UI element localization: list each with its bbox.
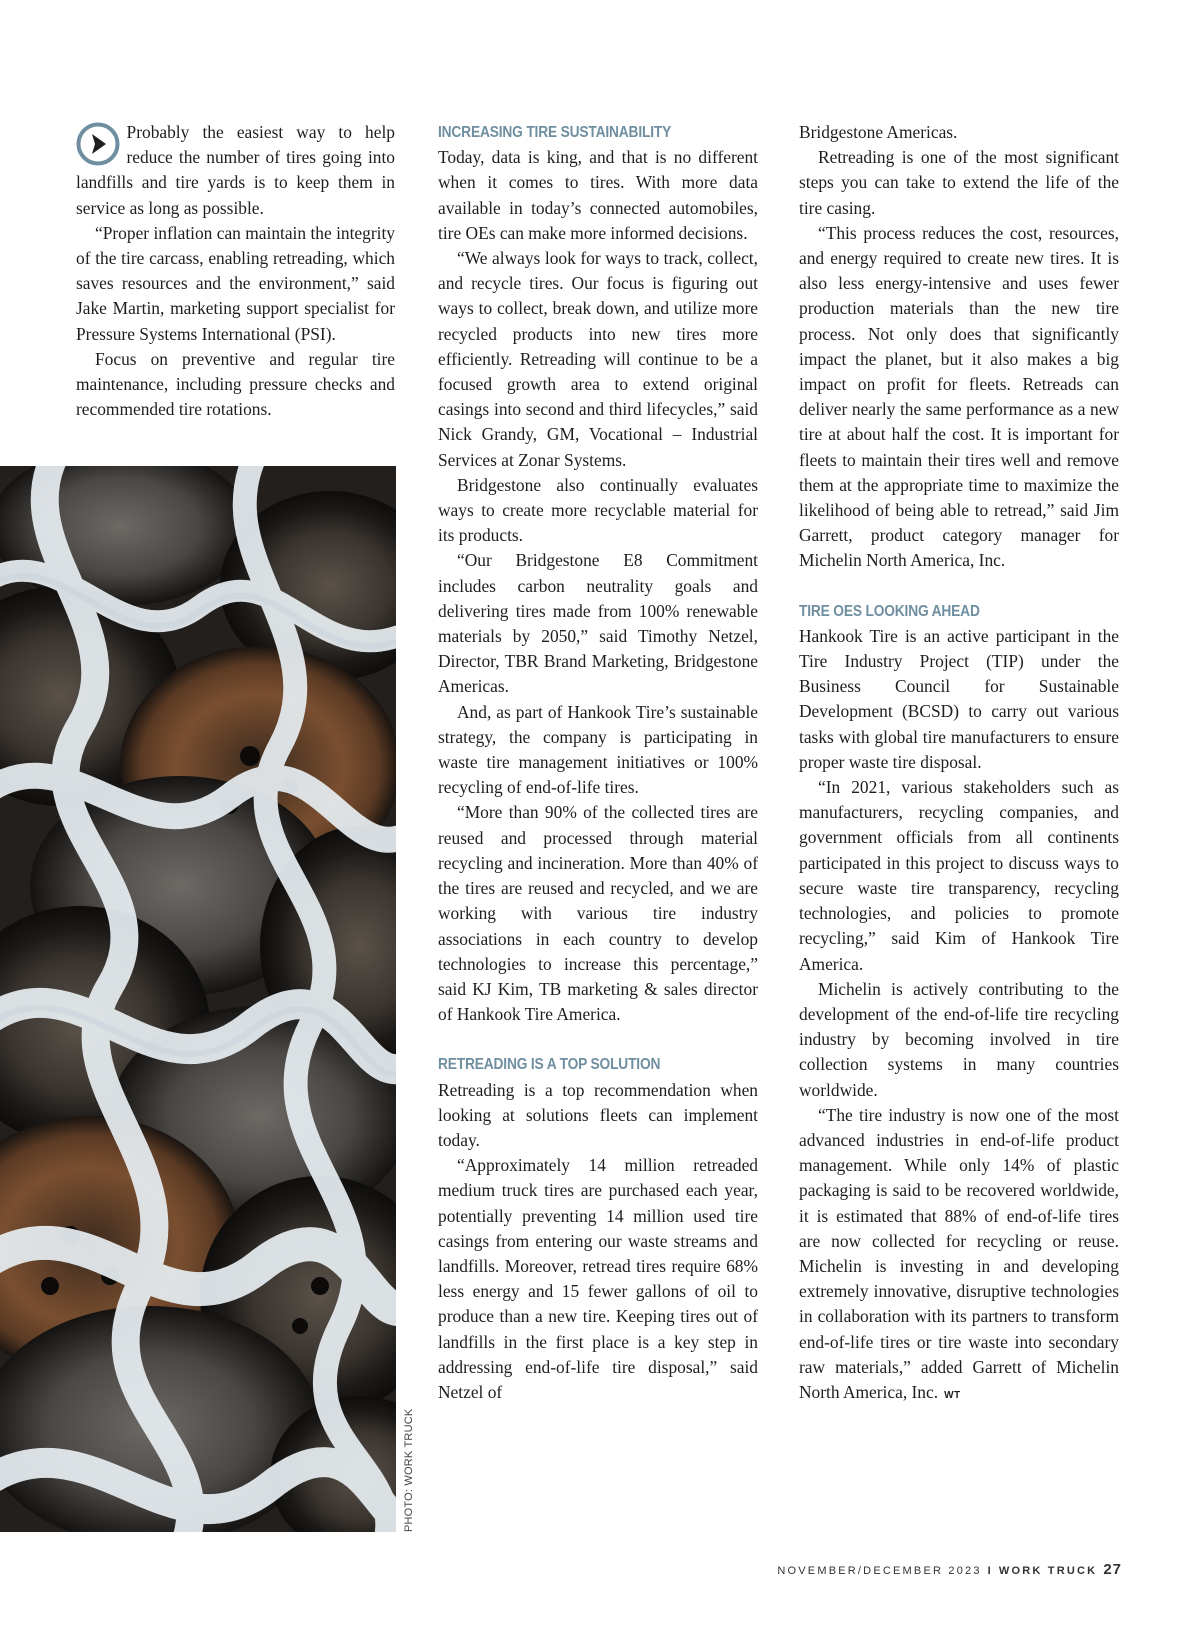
- paragraph-text: “The tire industry is now one of the most advanced industries in end-of-life product management. While only 14% of plastic packaging is said to be recovered worldwide, it is estimated that 88% of end-of-life tires are now collected for recycling or reuse. Michelin is investing in and developing extremely innovative, disruptive technologies in collaboration with its partners to transform end-of-life tires or tire waste into secondary raw materials,” added Garrett of Michelin North America, Inc.: [799, 1104, 1119, 1402]
- paragraph: “In 2021, various stakeholders such as manufacturers, recycling companies, and government officials from all continents participated in this project to discuss ways to secure waste tire transparency, recycling technologies, and policies to promote recycling,” said Kim of Hankook Tire America.: [799, 777, 1119, 974]
- paragraph: [799, 1103, 1119, 1408]
- paragraph: And, as part of Hankook Tire’s sustainable strategy, the company is participating in waste tire management initiatives or 100% recycling of end-of-life tires.: [438, 701, 758, 798]
- issue-date: NOVEMBER/DECEMBER 2023: [777, 1565, 982, 1577]
- footer-separator: I: [987, 1565, 993, 1577]
- section-heading: INCREASING TIRE SUSTAINABILITY: [438, 124, 672, 141]
- paragraph: Probably the easiest way to help reduce the number of tires going into landfills and tire yards is to keep them in service as long as possible.: [76, 122, 395, 218]
- paragraph: Bridgestone Americas.: [799, 122, 958, 142]
- column-3: [799, 120, 1119, 1408]
- paragraph: “Proper inflation can maintain the integrity of the tire carcass, enabling retreading, which saves resources and the environment,” said Jake Martin, marketing support specialist for Pressure Systems International (PSI).: [76, 222, 395, 344]
- paragraph: Bridgestone also continually evaluates ways to create more recyclable material for its products.: [438, 474, 758, 546]
- tires-behind-fence-photo: [0, 466, 396, 1532]
- paragraph: Focus on preventive and regular tire maintenance, including pressure checks and recommended tire rotations.: [76, 348, 395, 420]
- arrow-right-icon: [76, 122, 120, 166]
- page-number: 27: [1103, 1561, 1122, 1578]
- end-mark: WT: [944, 1389, 961, 1401]
- paragraph: “Our Bridgestone E8 Commitment includes carbon neutrality goals and delivering tires made from 100% renewable materials by 2050,” said Timothy Netzel, Director, TBR Brand Marketing, Bridgestone Americas.: [438, 550, 758, 697]
- paragraph: “More than 90% of the collected tires are reused and processed through material recycling and incineration. More than 40% of the tires are reused and recycled, and we are working with various tire industry associations in each country to develop technologies to increase this percentage,” said KJ Kim, TB marketing & sales director of Hankook Tire America.: [438, 802, 758, 1025]
- page-footer: [777, 1561, 1122, 1578]
- paragraph: Hankook Tire is an active participant in the Tire Industry Project (TIP) under the Business Council for Sustainable Development (BCSD) to carry out various tasks with global tire manufacturers to ensure proper waste tire disposal.: [799, 625, 1119, 772]
- paragraph: Retreading is one of the most significant steps you can take to extend the life of the tire casing.: [799, 147, 1119, 218]
- paragraph: “Approximately 14 million retreaded medium truck tires are purchased each year, potentially preventing 14 million used tire casings from entering our waste streams and landfills. Moreover, retread tires require 68% less energy and 15 fewer gallons of oil to produce than a new tire. Keeping tires out of landfills in the first place is a key step in addressing end-of-life tire disposal,” said Netzel of: [438, 1155, 758, 1402]
- column-1: [76, 120, 395, 422]
- section-heading: TIRE OES LOOKING AHEAD: [799, 602, 980, 620]
- section-heading: RETREADING IS A TOP SOLUTION: [438, 1056, 661, 1074]
- photo-credit: PHOTO: WORK TRUCK: [403, 1408, 415, 1532]
- paragraph: Retreading is a top recommendation when looking at solutions fleets can implement today.: [438, 1079, 758, 1150]
- paragraph: Today, data is king, and that is no different when it comes to tires. With more data available in today’s connected automobiles, tire OEs can make more informed decisions.: [438, 147, 758, 243]
- paragraph: “We always look for ways to track, collect, and recycle tires. Our focus is figuring out ways to collect, break down, and utilize more recycled products into new tires more efficiently. Retreading will continue to be a focused growth area to extend original casings into second and third lifecycles,” said Nick Grandy, GM, Vocational – Industrial Services at Zonar Systems.: [438, 248, 758, 470]
- paragraph: “This process reduces the cost, resources, and energy required to create new tires. It is also less energy-intensive and uses fewer production materials than the new tire process. Not only does that significantly impact the planet, but it also makes a big impact on profit for fleets. Retreads can deliver nearly the same performance as a new tire at about half the cost. It is important for fleets to maintain their tires well and remove them at the appropriate time to maximize the likelihood of being able to retread,” said Jim Garrett, product category manager for Michelin North America, Inc.: [799, 222, 1119, 571]
- magazine-name: WORK TRUCK: [998, 1565, 1098, 1577]
- paragraph: Michelin is actively contributing to the development of the end-of-life tire recycling industry by becoming involved in tire collection systems in many countries worldwide.: [799, 978, 1119, 1100]
- column-2: [438, 120, 758, 1405]
